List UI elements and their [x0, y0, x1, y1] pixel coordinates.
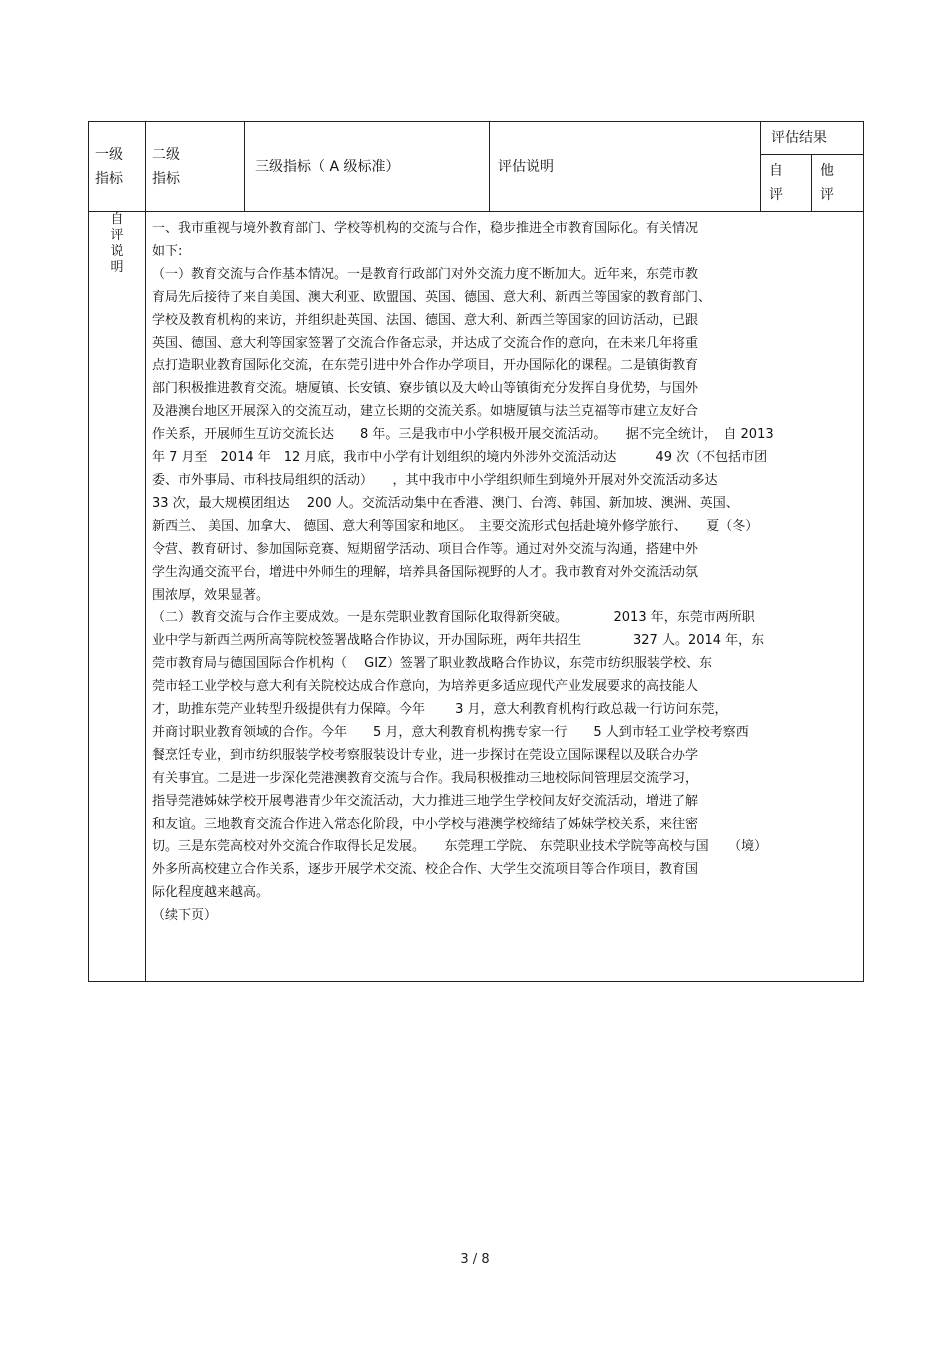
side-label: 自 评 说 明 [89, 212, 146, 982]
body-lines [152, 218, 855, 928]
page-number: 3 / 8 [460, 1252, 490, 1267]
body-line: 并商讨职业教育领域的合作。今年 5 月，意大利教育机构携专家一行 5 人到市轻工业学校考察西 [152, 724, 749, 740]
body-line: 指导莞港姊妹学校开展粤港青少年交流活动，大力推进三地学生学校间友好交流活动，增进了解 [152, 793, 699, 809]
header-level1: 一级 指标 [89, 122, 146, 212]
evaluation-table [88, 121, 864, 982]
body-line: 和友谊。三地教育交流合作进入常态化阶段，中小学校与港澳学校缔结了姊妹学校关系，来往密 [152, 816, 699, 832]
body-line: 英国、德国、意大利等国家签署了交流合作备忘录，并达成了交流合作的意向，在未来几年将重 [152, 335, 699, 351]
body-line: 餐烹饪专业，到市纺织服装学校考察服装设计专业，进一步探讨在莞设立国际课程以及联合办学 [152, 747, 699, 763]
body-line: 如下: [152, 243, 183, 259]
body-line: 育局先后接待了来自美国、澳大利亚、欧盟国、英国、德国、意大利、新西兰等国家的教育部门、 [152, 289, 712, 305]
body-line: （一）教育交流与合作基本情况。一是教育行政部门对外交流力度不断加大。近年来，东莞市教 [152, 266, 699, 282]
header-description: 评估说明 [490, 122, 761, 212]
body-line: 及港澳台地区开展深入的交流互动，建立长期的交流关系。如塘厦镇与法兰克福等市建立友好合 [152, 404, 699, 420]
body-line: 33 次，最大规模团组达 200 人。交流活动集中在香港、澳门、台湾、韩国、新加坡、澳洲、英国、 [152, 495, 739, 511]
body-line: 有关事宜。二是进一步深化莞港澳教育交流与合作。我局积极推动三地校际间管理层交流学习， [152, 770, 699, 786]
body-line: 切。三是东莞高校对外交流合作取得长足发展。 东莞理工学院、 东莞职业技术学院等高校与国 （境） [152, 839, 768, 855]
body-line: 莞市轻工业学校与意大利有关院校达成合作意向，为培养更多适应现代产业发展要求的高技能人 [152, 679, 699, 695]
body-line: （续下页） [152, 908, 218, 924]
header-level3: 三级指标（ A 级标准） [245, 122, 490, 212]
body-line: 委、市外事局、市科技局组织的活动） ，其中我市中小学组织师生到境外开展对外交流活动多达 [152, 472, 718, 488]
header-self-eval: 自 评 [761, 155, 812, 212]
self-evaluation-text [146, 212, 864, 982]
body-line: 围浓厚，效果显著。 [152, 587, 270, 603]
body-line: 新西兰、 美国、加拿大、 德国、意大利等国家和地区。 主要交流形式包括赴境外修学旅行、 夏（冬） [152, 518, 759, 534]
body-line: 令营、教育研讨、参加国际竞赛、短期留学活动、项目合作等。通过对外交流与沟通，搭建中外 [152, 541, 699, 557]
body-line: 才，助推东莞产业转型升级提供有力保障。今年 3 月，意大利教育机构行政总裁一行访问东莞， [152, 702, 728, 718]
body-line: 作关系，开展师生互访交流长达 8 年。三是我市中小学积极开展交流活动。 据不完全统计， 自 2013 [152, 427, 774, 443]
body-line: 莞市教育局与德国国际合作机构（ GIZ）签署了职业教战略合作协议，东莞市纺织服装学校、东 [152, 656, 712, 672]
body-line: 年 7 月至 2014 年 12 月底，我市中小学有计划组织的境内外涉外交流活动达 49 次（不包括市团 [152, 450, 768, 466]
body-line: 外多所高校建立合作关系，逐步开展学术交流、校企合作、大学生交流项目等合作项目，教育国 [152, 862, 699, 878]
header-result: 评估结果 [761, 122, 864, 155]
body-line: 际化程度越来越高。 [152, 885, 270, 901]
header-level2: 二级 指标 [146, 122, 245, 212]
body-line: 一、我市重视与境外教育部门、学校等机构的交流与合作，稳步推进全市教育国际化。有关情况 [152, 221, 699, 236]
body-line: 业中学与新西兰两所高等院校签署战略合作协议，开办国际班，两年共招生 327 人。2014 年，东 [152, 633, 765, 649]
body-line: 学生沟通交流平台，增进中外师生的理解，培养具备国际视野的人才。我市教育对外交流活动氛 [152, 564, 699, 580]
header-other-eval: 他 评 [812, 155, 864, 212]
body-line: （二）教育交流与合作主要成效。一是东莞职业教育国际化取得新突破。 2013 年，东莞市两所职 [152, 610, 755, 626]
body-line: 点打造职业教育国际化交流，在东莞引进中外合作办学项目，开办国际化的课程。二是镇街教育 [152, 358, 699, 374]
body-line: 部门积极推进教育交流。塘厦镇、长安镇、寮步镇以及大岭山等镇街充分发挥自身优势，与国外 [152, 381, 699, 397]
body-line: 学校及教育机构的来访，并组织赴英国、法国、德国、意大利、新西兰等国家的回访活动，已跟 [152, 312, 699, 328]
